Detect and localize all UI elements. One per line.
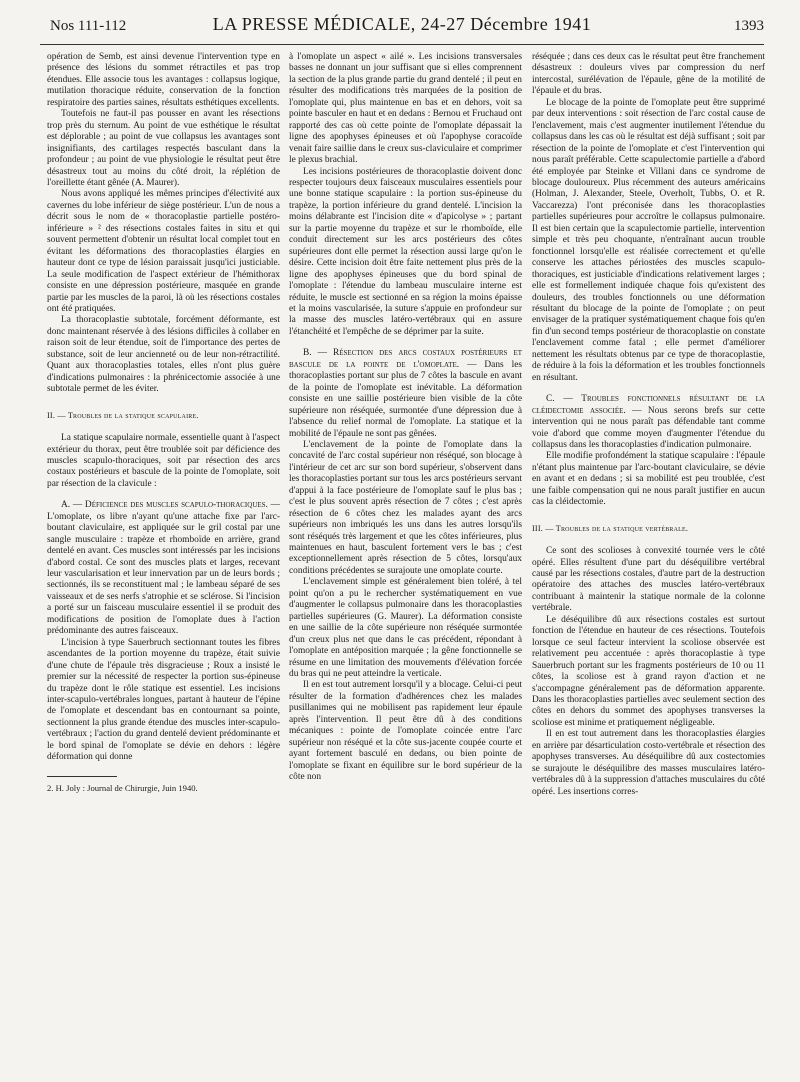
text-column-3 [532,52,765,798]
paragraph: La thoracoplastie subtotale, forcément déformante, est donc maintenant réservée à des lésions difficiles à collaber en raison soit de leur étendue, soit de l'importance des pertes de substance, soit de leur ancienneté ou de leur non-rétractilité. Quant aux thoracoplasties totales, elles n'ont plus guère d'indications pulmonaires : la phrénicectomie associée à une subtotale permet de les éviter. [47,315,280,395]
paragraph: La statique scapulaire normale, essentielle quant à l'aspect extérieur du thorax, peut être troublée soit par déficience des muscles scapulo-thoraciques, soit par résection des arcs costaux postérieurs et bascule de la pointe de l'omoplate, soit par résection de la clavicule : [47,433,280,489]
paragraph: L'enclavement de la pointe de l'omoplate dans la concavité de l'arc costal supérieur non réséqué, son blocage à l'intérieur de cet arc sur son bord supérieur, s'observent dans les thoracoplasties portant sur tous les arcs postérieurs servant d'appui à la face postérieure de l'omoplate sauf le plus bas ; c'est le plus souvent après résection de 7 côtes ; c'est après résection de 6 côtes chez les malades ayant des arcs supérieurs non imbriqués les uns dans les autres lorsqu'ils sont réséqués très largement et que les côtes inférieures, plus maintenues en haut, basculent fortement vers le bas ; c'est exceptionnellement après résection de 5 côtes, lorsqu'aux conditions précédentes se surajoute une omoplate courte. [289,439,522,576]
paragraph: Il en est tout autrement dans les thoracoplasties élargies en arrière par désarticulation costo-vertébrale et résection des apophyses transverses. Au déséquilibre dû aux costectomies se surajoute le déséquilibre des masses musculaires latéro-vertébrales dû à la suppression d'attaches musculaires du côté opéré. Les insertions corres- [532,729,765,797]
paragraph: Elle modifie profondément la statique scapulaire : l'épaule n'étant plus maintenue par l'arc-boutant claviculaire, se dévie en avant et en dedans ; si sa mobilité est peu troublée, c'est une faible compensation qui ne nous paraît justifier en aucun cas la cléidectomie. [532,451,765,508]
section-heading: III. — Troubles de la statique vertébrale. [532,523,689,533]
text-column-1 [47,52,280,794]
subsection-heading: B. — Résection des arcs costaux postérieurs et bascule de la pointe de l'omoplate. [289,348,522,370]
page-header [40,12,764,38]
paragraph: Le blocage de la pointe de l'omoplate peut être supprimé par deux interventions : soit résection de l'arc costal cause de l'enclavement, mais c'est augmenter inutilement l'étendue du collapsus dans les cas où le résultat est déjà suffisant ; soit par résection de la pointe de l'omoplate et c'est l'intervention qui nous paraît préférable. Cette scapulectomie partielle a d'abord été employée par Steinke et Villani dans ce syndrome de blocage douloureux. Plus récemment des auteurs américains (Holman, J. Alexander, Steele, Overholt, Tubbs, O. et R. Vaccarezza) l'ont préconisée dans les thoracoplasties partielles supérieures pour accroître le collapsus pulmonaire. Il est bien certain que la scapulectomie partielle, intervention simple et très peu choquante, n'entraînant aucun trouble fonctionnel lorsqu'elle est réalisée correctement et qu'elle conserve les attaches périostées des muscles scapulo-thoraciques, est justiciable d'indications relativement larges ; elle est formellement indiquée chaque fois qu'existent des douleurs, des troubles fonctionnels ou une déformation résultant du blocage de la pointe de l'omoplate ; on peut envisager de la pratiquer systématiquement chaque fois qu'en fin d'un second temps postérieur de thoracoplastie on constate l'enclavement comme fatal ; elle permet d'améliorer nettement les résultats obtenus par ce type de thoracoplastie, de réduire à la fois la déformation et les troubles fonctionnels en résultant. [532,97,765,383]
paragraph: Le déséquilibre dû aux résections costales est surtout fonction de l'étendue en hauteur de ces résections. Toutefois lorsque ce seul facteur intervient la scoliose observée est relativement peu accentuée : après thoracoplastie à type Sauerbruch portant sur les fragments postérieurs de 10 ou 11 côtes, la scoliose est à grand rayon d'action et ne s'accompagne généralement pas de déformation apparente. Dans les thoracoplasties partielles avec seulement section des côtes en dehors du sommet des apophyses transverses la scoliose est minime et pratiquement négligeable. [532,614,765,728]
paragraph: Les incisions postérieures de thoracoplastie doivent donc respecter toujours deux faisceaux musculaires essentiels pour une bonne statique scapulaire : la portion sus-épineuse du trapèze, la portion inférieure du grand dentelé. L'incision la moins délabrante est l'incision dite « d'apicolyse » ; partant sur la partie moyenne du trapèze et sur le rhomboïde, elle conduit directement sur les arcs postérieurs des côtes supérieures dont elle permet la résection aussi large qu'on le désire. Cette incision doit être faite nettement plus près de la ligne des apophyses épineuses que du bord spinal de l'omoplate : l'étendue du lambeau musculaire interne est réduite, le muscle est sectionné en sa région la moins épaisse et la moins vascularisée, la suture s'appuie en profondeur sur la masse des muscles latéro-vertébraux qui en assure l'étanchéité et l'empêche de se déprimer par la suite. [289,166,522,337]
paragraph: Il en est tout autrement lorsqu'il y a blocage. Celui-ci peut résulter de la formation d'adhérences chez les malades pusillanimes qui ne mobilisent pas rapidement leur épaule après l'intervention. Il peut être dû à des conditions mécaniques : pointe de l'omoplate coincée entre l'arc supérieur non réséqué et la côte sus-jacente coupée courte et ayant fortement basculé en dedans, ou bien pointe de l'omoplate se fixant en équilibre sur le bord supérieur de la côte non [289,680,522,783]
paragraph: — L'omoplate, os libre n'ayant qu'une attache fixe par l'arc-boutant claviculaire, est appliquée sur le gril costal par une sangle musculaire : trapèze et rhomboïde en arrière, grand dentelé en avant. Ces muscles sont intéressés par les incisions d'abord costal. Ce sont des muscles plats et larges, recevant leur vascularisation et leur innervation par un de leurs bords ; sectionnés, ils se reconstituent mal ; le lambeau séparé de ses vaisseaux et de ses nerfs s'atrophie et se sclérose. Si l'incision a porté sur un faisceau musculaire essentiel il se produit des modifications de position de l'omoplate dues à l'action prédominante des autres faisceaux. [47,500,280,637]
paragraph: — Dans les thoracoplasties portant sur plus de 7 côtes la bascule en avant de la pointe de l'omoplate est inévitable. La déformation consiste en une saillie postérieure bien visible de la côte supérieure non réséquée, surmontée d'une dépression due à l'absence du relief normal de l'omoplate. La statique et la mobilité de l'épaule ne sont pas gênées. [289,359,523,439]
footnote-rule [47,776,117,777]
paragraph: L'incision à type Sauerbruch sectionnant toutes les fibres ascendantes de la portion moyenne du trapèze, était suivie d'une chute de l'épaule très disgracieuse ; Roux a insisté le premier sur la nécessité de respecter la portion sus-épineuse du trapèze dont le rôle statique est essentiel. Les incisions inter-scapulo-vertébrales longues, partant à hauteur de l'épine de l'omoplate et descendant bas en contournant sa pointe, sectionnent la plus grande étendue des muscles inter-scapulo-vertébraux ; l'action du grand dentelé devient prédominante et le bord spinal de l'omoplate se dévie en dehors : légère déformation qui donne [47,637,280,763]
header-rule [40,44,764,45]
page-number: 1393 [734,18,764,34]
section-heading: II. — Troubles de la statique scapulaire. [47,410,199,420]
paragraph: Ce sont des scolioses à convexité tournée vers le côté opéré. Elles résultent d'une part du déséquilibre vertébral causé par les résections costales, d'autre part de la destruction opératoire des attaches des muscles latéro-vertébraux contribuant à maintenir la statique normale de la colonne vertébrale. [532,546,765,614]
paragraph: — Nous serons brefs sur cette intervention qui ne nous paraît pas défendable tant comme voie d'abord que comme moyen d'augmenter l'étendue du collapsus dans les thoracoplasties d'indication pulmonaire. [532,405,765,450]
subsection-heading: C. — Troubles fonctionnels résultant de la cléidectomie associée. [532,394,765,416]
issue-number: Nos 111-112 [50,18,127,34]
paragraph: Toutefois ne faut-il pas pousser en avant les résections trop près du sternum. Au point de vue esthétique le résultat est déplorable ; au point de vue collapsus les avantages sont insignifiants, des cartilages respectés basculant dans la profondeur ; au point de vue physiologie le résultat peut être désastreux tout au moins du côté droit, la réplétion de l'oreillette étant gênée (A. Maurer). [47,109,280,188]
subsection-heading: A. — Déficience des muscles scapulo-thoraciques. [61,500,268,511]
text-column-2 [289,52,522,784]
paragraph: Nous avons appliqué les mêmes principes d'électivité aux cavernes du lobe inférieur de siège postérieur. L'un de nous a décrit sous le nom de « thoracoplastie partielle postéro-inférieure » ² des résections costales faites in situ et qui souvent permettent d'obtenir un résultat local complet tout en évitant les déformations des thoracoplasties élargies en hauteur dont ce type de lésion paraissait jusqu'ici justiciable. La seule modification de l'aspect extérieur de l'hémithorax consiste en une dépression postérieure, masquée en grande partie par les muscles de la paroi, là où les résections costales ont été pratiquées. [47,189,280,314]
paragraph: réséquée ; dans ces deux cas le résultat peut être franchement désastreux : douleurs vives par compression du nerf intercostal, surélévation de l'épaule, gêne de la motilité de l'épaule et du bras. [532,52,765,97]
paragraph: opération de Semb, est ainsi devenue l'intervention type en présence des lésions du sommet rétractiles et pas trop étendues. Elle associe tous les avantages : collapsus logique, mutilation thoracique réduite, conservation de la fonction respiratoire des parties saines, résultats esthétiques excellents. [47,52,280,108]
journal-title: LA PRESSE MÉDICALE, 24-27 Décembre 1941 [212,14,592,34]
paragraph: à l'omoplate un aspect « ailé ». Les incisions transversales basses ne donnant un jour suffisant que si elles comprennent la section de la plus grande partie du grand dentelé ; il peut en résulter des modifications très marquées de la position de l'omoplate qui, plus maintenue en bas et en dehors, voit sa pointe basculer en haut et en dedans : Bernou et Fruchaud ont rapporté des cas où cette pointe de l'omoplate dépassait la ligne des apophyses épineuses et où l'apophyse coracoïde venait faire saillie dans le creux sus-claviculaire et comprimer le plexus brachial. [289,52,522,166]
paragraph: L'enclavement simple est généralement bien toléré, à tel point qu'on a pu le rechercher systématiquement en vue d'augmenter le collapsus pulmonaire dans les thoracoplasties partielles supérieures (G. Maurer). La déformation consiste en une saillie de la côte supérieure non réséquée surmontée d'un creux plus net que dans le cas précédent, répondant à l'omoplate en antéposition marquée ; la gêne fonctionnelle se résume en une limitation des mouvements d'élévation forcée du bras qui ne peut atteindre la verticale. [289,577,522,680]
footnote: 2. H. Joly : Journal de Chirurgie, Juin 1940. [47,782,198,793]
